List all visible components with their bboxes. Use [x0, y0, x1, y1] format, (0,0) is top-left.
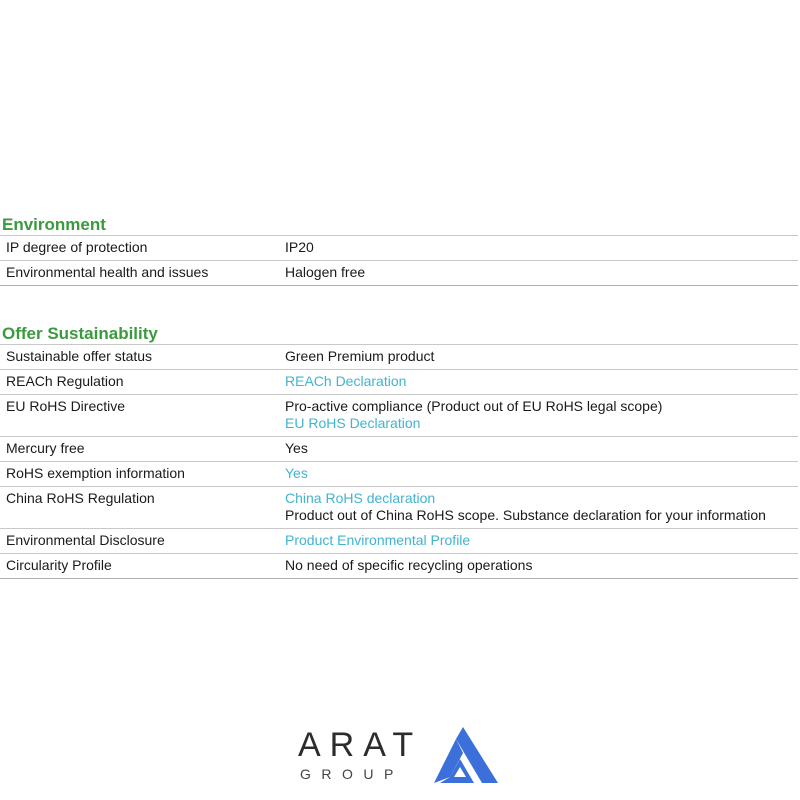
arat-group-logo: [298, 727, 508, 787]
spec-value-text: No need of specific recycling operations: [285, 557, 533, 573]
spec-row: [0, 462, 798, 487]
spec-value: [285, 490, 798, 524]
spec-link[interactable]: Yes: [285, 465, 308, 481]
spec-value: [285, 557, 798, 574]
spec-label: Mercury free: [6, 440, 85, 456]
spec-value: [285, 398, 798, 432]
spec-value-text: Green Premium product: [285, 348, 435, 364]
logo-subtitle: GROUP: [300, 766, 404, 782]
spec-value: [285, 532, 798, 549]
spec-label: REACh Regulation: [6, 373, 124, 389]
spec-value: [285, 373, 798, 390]
spec-value-text: Yes: [285, 440, 308, 456]
environment-table: [0, 235, 798, 286]
spec-row: [0, 261, 798, 286]
spec-row: [0, 395, 798, 437]
spec-link[interactable]: China RoHS declaration: [285, 490, 436, 506]
spec-row: [0, 437, 798, 462]
spec-link[interactable]: REACh Declaration: [285, 373, 407, 389]
offer-sustainability-section: [0, 324, 798, 579]
environment-section: [0, 215, 798, 286]
spec-value-text: Product out of China RoHS scope. Substance declaration for your information: [285, 507, 766, 523]
spec-label: Environmental Disclosure: [6, 532, 165, 548]
triangle-logo-icon: [430, 727, 502, 785]
spec-row: [0, 236, 798, 261]
logo-wordmark: ARAT: [298, 726, 423, 764]
section-title-environment: Environment: [2, 215, 106, 234]
spec-link[interactable]: EU RoHS Declaration: [285, 415, 421, 431]
spec-label: EU RoHS Directive: [6, 398, 126, 414]
spec-row: [0, 345, 798, 370]
section-title-offer-sustainability: Offer Sustainability: [2, 324, 158, 343]
spec-row: [0, 487, 798, 529]
spec-value: [285, 348, 798, 365]
spec-label: IP degree of protection: [6, 239, 148, 255]
spec-label: China RoHS Regulation: [6, 490, 155, 506]
spec-label: Environmental health and issues: [6, 264, 209, 280]
spec-row: [0, 370, 798, 395]
spec-value: [285, 264, 798, 281]
spec-value: [285, 440, 798, 457]
spec-label: RoHS exemption information: [6, 465, 185, 481]
offer-sustainability-table: [0, 344, 798, 579]
spec-value-text: IP20: [285, 239, 314, 255]
spec-value: [285, 239, 798, 256]
spec-link[interactable]: Product Environmental Profile: [285, 532, 471, 548]
spec-label: Sustainable offer status: [6, 348, 153, 364]
spec-row: [0, 554, 798, 579]
spec-label: Circularity Profile: [6, 557, 112, 573]
spec-row: [0, 529, 798, 554]
spec-value-text: Halogen free: [285, 264, 366, 280]
spec-value: [285, 465, 798, 482]
spec-value-text: Pro-active compliance (Product out of EU RoHS legal scope): [285, 398, 663, 414]
